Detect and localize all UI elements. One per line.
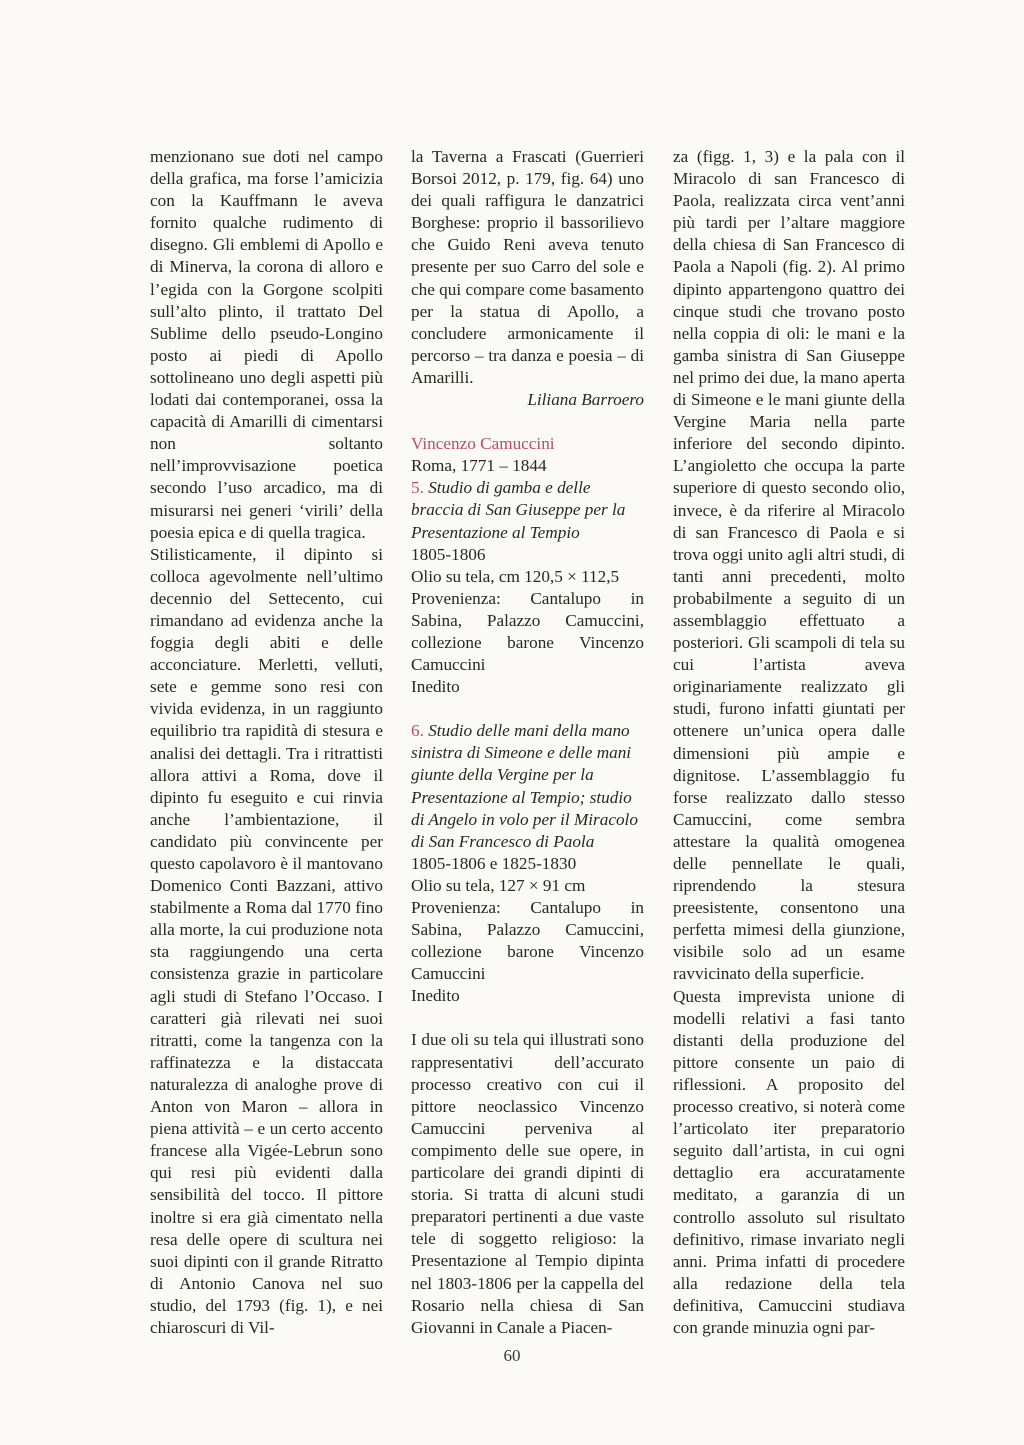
body-paragraph: Stilisticamente, il dipinto si colloca agevolmente nell’ultimo decennio del Settecento, cui rimandano ad evidenza anche la foggia degli abiti e delle acconciature. Merletti, velluti, sete e gemme sono resi con vivida evidenza, in un raggiunto equilibrio tra rapidità di stesura e analisi dei dettagli. Tra i ritrattisti allora attivi a Roma, dove il dipinto fu eseguito e cui rinvia anche l’ambientazione, il candidato più convincente per questo capolavoro è il mantovano Domenico Conti Bazzani, attivo stabilmente a Roma dal 1770 fino alla morte, la cui produzione nota sta raggiungendo una certa consistenza grazie in particolare agli studi di Stefano l’Occaso. I caratteri già rilevati nei suoi ritratti, come la tangenza con la raffinatezza e la distaccata naturalezza di analoghe prove di Anton von Maron – allora in piena attività – e un certo accento francese alla Vigée-Lebrun sono qui resi più evidenti dalla sensibilità del tocco. Il pittore inoltre si era già cimentato nella resa delle opere di scultura nei suoi dipinti con il grande Ritratto di Antonio Canova nel suo studio, del 1793 (fig. 1), e nei chiaroscuri di Vil-: [150, 544, 383, 1337]
entry-status: Inedito: [411, 986, 460, 1006]
page-number: 60: [503, 1346, 521, 1365]
entry-medium: Olio su tela, cm 120,5 × 112,5: [411, 566, 620, 586]
artist-name: Vincenzo Camuccini: [411, 434, 555, 454]
spacer: [411, 1007, 644, 1029]
text-column-middle: [411, 146, 644, 1339]
catalogue-entry-6: [411, 720, 644, 1007]
text-column-right: [673, 146, 905, 1339]
entry-status: Inedito: [411, 677, 460, 697]
artist-dates: Roma, 1771 – 1844: [411, 456, 547, 476]
entry-title: Studio di gamba e delle braccia di San Giuseppe per la Presentazione al Tempio: [411, 478, 626, 542]
spacer: [411, 698, 644, 720]
spacer: [411, 411, 644, 433]
text-column-left: [150, 146, 383, 1339]
entry-provenance: Provenienza: Cantalupo in Sabina, Palazzo Camuccini, collezione barone Vincenzo Camuccini: [411, 898, 644, 984]
entry-number: 5.: [411, 478, 424, 498]
entry-medium: Olio su tela, 127 × 91 cm: [411, 875, 586, 895]
entry-date: 1805-1806: [411, 544, 486, 564]
entry-heading: [411, 477, 644, 543]
entry-title: Studio delle mani della mano sinistra di Simeone e delle mani giunte della Vergine per la Presentazione al Tempio; studio di Angelo in volo per il Miracolo di San Francesco di Paola: [411, 721, 638, 851]
entry-provenance: Provenienza: Cantalupo in Sabina, Palazzo Camuccini, collezione barone Vincenzo Camuccini: [411, 588, 644, 675]
body-paragraph: la Taverna a Frascati (Guerrieri Borsoi 2012, p. 179, fig. 64) uno dei quali raffigura le danzatrici Borghese: proprio il bassorilievo che Guido Reni aveva tenuto presente per suo Carro del sole e che qui compare come basamento per la statua di Apollo, a concludere armonicamente il percorso – tra danza e poesia – di Amarilli.: [411, 147, 644, 387]
entry-heading: [411, 720, 644, 853]
author-signature: Liliana Barroero: [527, 390, 644, 410]
body-paragraph: Questa imprevista unione di modelli relativi a fasi tanto distanti della produzione del pittore consente un paio di riflessioni. A proposito del processo creativo, si noterà come l’articolato iter preparatorio seguito dall’artista, in cui ogni dettaglio era accuratamente meditato, a garanzia di un controllo assoluto sul risultato definitivo, rimase invariato negli anni. Prima infatti di procedere alla redazione della tela definitiva, Camuccini studiava con grande minuzia ogni par-: [673, 986, 905, 1337]
entry-date: 1805-1806 e 1825-1830: [411, 853, 577, 873]
body-paragraph: menzionano sue doti nel campo della grafica, ma forse l’amicizia con la Kauffmann le aveva fornito qualche rudimento di disegno. Gli emblemi di Apollo e di Minerva, la corona di alloro e l’egida con la Gorgone scolpiti sull’alto plinto, il trattato Del Sublime dello pseudo-Longino posto ai piedi di Apollo sottolineano uno degli aspetti più lodati dai contemporanei, ossa la capacità di Amarilli di cimentarsi non soltanto nell’improvvisazione poetica secondo l’uso arcadico, ma di misurarsi nei generi ‘virili’ della poesia epica e di quella tragica.: [150, 147, 383, 542]
entry-number: 6.: [411, 721, 424, 741]
body-paragraph: I due oli su tela qui illustrati sono rappresentativi dell’accurato processo creativo con cui il pittore neoclassico Vincenzo Camuccini perveniva al compimento delle sue opere, in particolare dei grandi dipinti di storia. Si tratta di alcuni studi preparatori pertinenti a due vaste tele di soggetto religioso: la Presentazione al Tempio dipinta nel 1803-1806 per la cappella del Rosario nella chiesa di San Giovanni in Canale a Piacen-: [411, 1030, 644, 1337]
catalogue-entry-5: [411, 477, 644, 698]
body-paragraph: za (figg. 1, 3) e la pala con il Miracolo di san Francesco di Paola, realizzata circa vent’anni più tardi per l’altare maggiore della chiesa di San Francesco di Paola a Napoli (fig. 2). Al primo dipinto appartengono quattro dei cinque studi che trovano posto nella coppia di oli: le mani e la gamba sinistra di San Giuseppe nel primo dei due, la mano aperta di Simeone e le mani giunte della Vergine Maria nella parte inferiore del secondo dipinto. L’angioletto che occupa la parte superiore di questo secondo olio, invece, è da riferire al Miracolo di san Francesco di Paola e si trova oggi unito agli altri studi, di tanti anni precedenti, molto probabilmente a seguito di un assemblaggio effettuato a posteriori. Gli scampoli di tela su cui l’artista aveva originariamente realizzato gli studi, furono infatti giuntati per ottenere un’unica opera dalle dimensioni più ampie e dignitose. L’assemblaggio fu forse realizzato dallo stesso Camuccini, come sembra attestare la qualità omogenea delle pennellate le quali, riprendendo la stesura preesistente, consentono una perfetta mimesi della giunzione, visibile solo ad un esame ravvicinato della superficie.: [673, 147, 905, 984]
